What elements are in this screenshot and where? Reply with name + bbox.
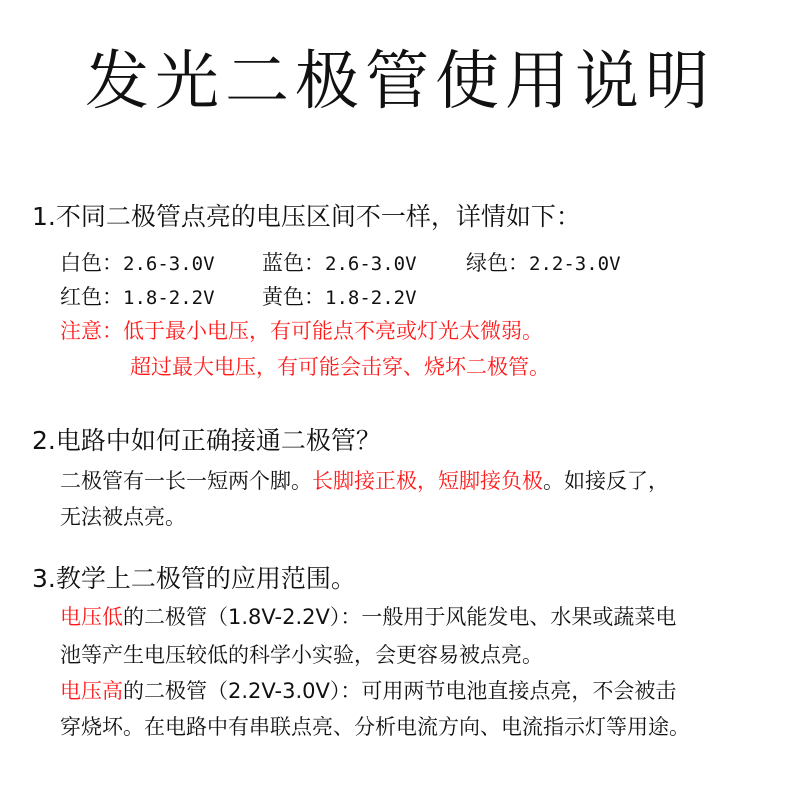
page-title: 发光二极管使用说明: [85, 45, 715, 119]
voltage-yellow: [262, 282, 417, 313]
voltage-range: 2.6-3.0V: [123, 253, 215, 275]
voltage-range: 1.8-2.2V: [123, 287, 215, 309]
voltage-red: [60, 282, 215, 313]
section3-low-line1: [60, 602, 676, 632]
color-label: 白色：: [60, 251, 123, 275]
voltage-range: 2.2-3.0V: [529, 253, 621, 275]
color-label: 蓝色：: [262, 251, 325, 275]
section2-text-b: 。如接反了，: [543, 469, 669, 493]
voltage-range: 2.6-3.0V: [325, 253, 417, 275]
voltage-white: [60, 248, 215, 279]
section2-highlight: 长脚接正极，短脚接负极: [312, 469, 543, 493]
voltage-blue: [262, 248, 417, 279]
color-label: 黄色：: [262, 285, 325, 309]
high-voltage-text: 的二极管（2.2V-3.0V）：可用两节电池直接点亮，不会被击: [123, 679, 677, 703]
voltage-range: 1.8-2.2V: [325, 287, 417, 309]
color-label: 绿色：: [466, 251, 529, 275]
section3-high-line2: 穿烧坏。在电路中有串联点亮、分析电流方向、电流指示灯等用途。: [60, 715, 690, 739]
section3-low-line2: 池等产生电压较低的科学小实验，会更容易被点亮。: [60, 643, 543, 667]
section2-line2: 无法被点亮。: [60, 505, 186, 529]
voltage-row-2: [60, 282, 760, 312]
high-voltage-label: 电压高: [60, 679, 123, 703]
color-label: 红色：: [60, 285, 123, 309]
low-voltage-text: 的二极管（1.8V-2.2V）：一般用于风能发电、水果或蔬菜电: [123, 605, 677, 629]
section2-line1: [60, 466, 669, 496]
section1-heading: 1.不同二极管点亮的电压区间不一样，详情如下：: [32, 202, 581, 231]
voltage-green: [466, 248, 621, 279]
section2-text-a: 二极管有一长一短两个脚。: [60, 469, 312, 493]
section3-heading: 3.教学上二极管的应用范围。: [32, 564, 356, 593]
warning-note-2: 超过最大电压，有可能会击穿、烧坏二极管。: [130, 355, 550, 379]
low-voltage-label: 电压低: [60, 605, 123, 629]
warning-note-1: 注意：低于最小电压，有可能点不亮或灯光太微弱。: [60, 319, 543, 343]
section2-heading: 2.电路中如何正确接通二极管？: [32, 426, 381, 455]
section3-high-line1: [60, 676, 676, 706]
voltage-row-1: [60, 248, 760, 278]
